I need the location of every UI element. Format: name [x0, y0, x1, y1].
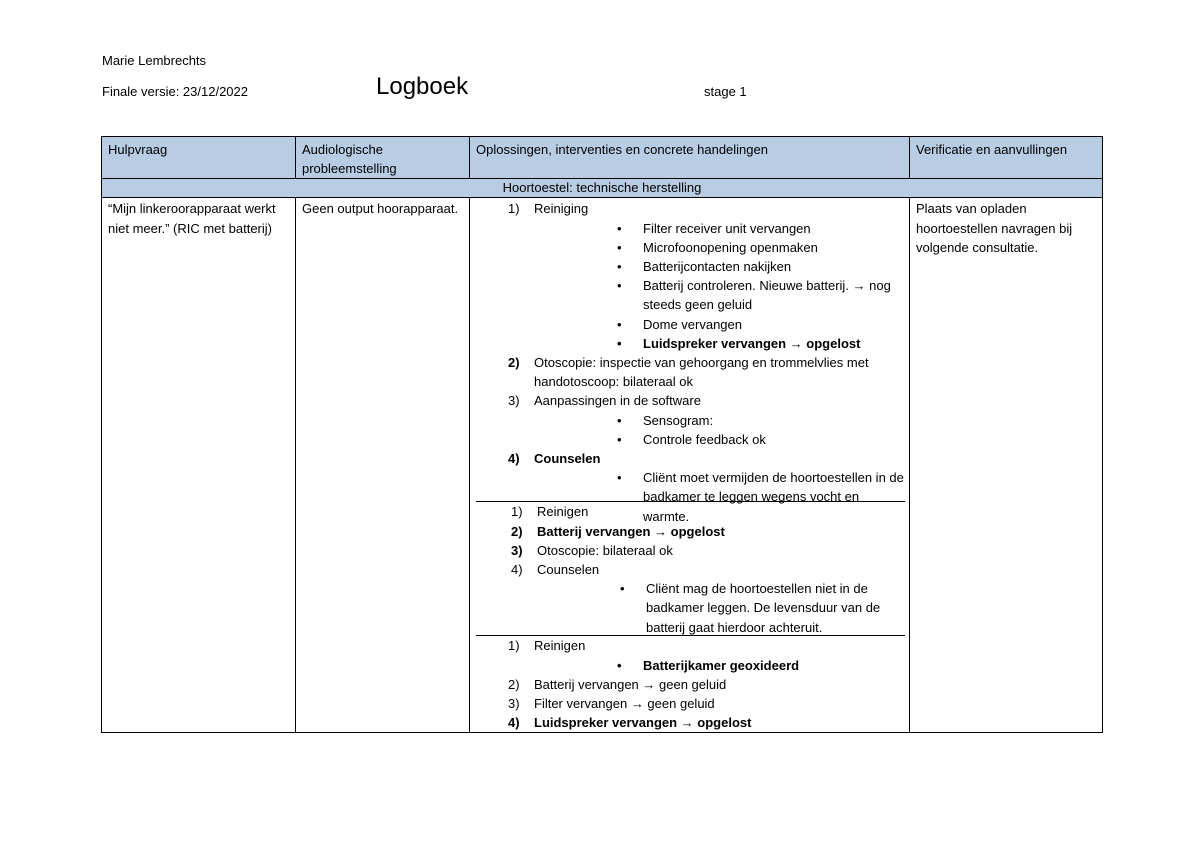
- header-hulpvraag: Hulpvraag: [102, 137, 296, 179]
- section-title: Hoortoestel: technische herstelling: [102, 179, 1103, 198]
- list-item: 1) Reiniging • Filter receiver unit vervangen • Microfoonopening openmaken • Batterijcontacten nakijken • Batterij controleren. Nieuwe batterij. → nog steeds geen geluid • Dome vervangen • Luidspreker vervangen → opgelost: [476, 199, 905, 353]
- list-item: • Dome vervangen: [617, 316, 742, 332]
- list-item: • Batterij controleren. Nieuwe batterij. → nog steeds geen geluid: [617, 278, 891, 313]
- list-item: 2) Batterij vervangen → opgelost: [511, 523, 725, 539]
- list-item: • Filter receiver unit vervangen: [617, 220, 811, 236]
- table-header-row: [102, 137, 1103, 179]
- list-item: • Microfoonopening openmaken: [617, 239, 818, 255]
- list-item: 2) Otoscopie: inspectie van gehoorgang en trommelvlies met handotoscoop: bilateraal ok: [508, 355, 869, 390]
- list-item: • Cliënt moet vermijden de hoortoestellen in de badkamer te leggen wegens vocht en warmte.: [617, 470, 904, 524]
- list-item: 3) Otoscopie: bilateraal ok: [511, 542, 673, 558]
- cell-oplossingen: [470, 198, 910, 733]
- list-item: 4) Counselen • Cliënt mag de hoortoestellen niet in de badkamer leggen. De levensduur van de batterij gaat hierdoor achteruit.: [476, 560, 905, 637]
- list-item: • Controle feedback ok: [617, 431, 766, 447]
- list-item: 4) Counselen • Cliënt moet vermijden de hoortoestellen in de badkamer te leggen wegens vocht en warmte.: [476, 449, 905, 526]
- author-name: Marie Lembrechts: [102, 53, 207, 68]
- section-row: [102, 179, 1103, 198]
- list-item: • Batterijkamer geoxideerd: [617, 657, 800, 673]
- version-date: Finale versie: 23/12/2022: [102, 84, 248, 99]
- header-probleemstelling: Audiologische probleemstelling: [296, 137, 470, 179]
- list-item: 1) Reinigen • Batterijkamer geoxideerd: [476, 636, 905, 674]
- intervention-block-3: [476, 636, 905, 732]
- logbook-table: [101, 136, 1103, 733]
- intervention-block-2: [476, 502, 905, 636]
- list-item: • Cliënt mag de hoortoestellen niet in de badkamer leggen. De levensduur van de batterij gaat hierdoor achteruit.: [620, 581, 881, 635]
- list-item: 3) Filter vervangen → geen geluid: [508, 696, 715, 712]
- list-item: • Sensogram:: [617, 412, 714, 428]
- cell-verificatie: Plaats van opladen hoortoestellen navragen bij volgende consultatie.: [910, 198, 1103, 733]
- list-item: • Luidspreker vervangen → opgelost: [617, 335, 861, 351]
- cell-hulpvraag: “Mijn linkeroorapparaat werkt niet meer.” (RIC met batterij): [102, 198, 296, 733]
- stage-label: stage 1: [704, 84, 747, 99]
- list-item: 2) Batterij vervangen → geen geluid: [508, 676, 727, 692]
- list-item: 4) Luidspreker vervangen → opgelost: [508, 715, 752, 731]
- list-item: 1) Reinigen: [511, 504, 589, 520]
- header-oplossingen: Oplossingen, interventies en concrete handelingen: [470, 137, 910, 179]
- list-item: • Batterijcontacten nakijken: [617, 259, 792, 275]
- header-verificatie: Verificatie en aanvullingen: [910, 137, 1103, 179]
- page-title: Logboek: [376, 73, 469, 100]
- table-row: [102, 198, 1103, 733]
- cell-probleemstelling: Geen output hoorapparaat.: [296, 198, 470, 733]
- list-item: 3) Aanpassingen in de software • Sensogram: • Controle feedback ok: [476, 391, 905, 449]
